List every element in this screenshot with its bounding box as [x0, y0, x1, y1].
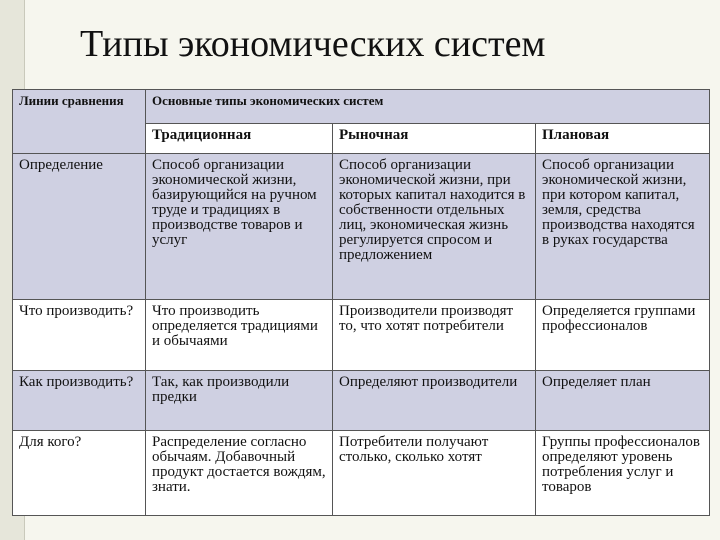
column-header-traditional	[146, 124, 333, 154]
table-cell	[536, 154, 710, 300]
row-label: Определение	[19, 157, 103, 173]
cell-text: Способ организации экономической жизни, при котором капитал, земля, средства производства находятся в руках государства	[542, 157, 695, 248]
cell-text: Так, как производили предки	[152, 374, 290, 405]
slide-title: Типы экономических систем	[80, 23, 546, 65]
cell-text: Определяется группами профессионалов	[542, 303, 696, 334]
cell-text: Определяет план	[542, 374, 651, 390]
column-header-label: Традиционная	[152, 127, 252, 143]
column-header-market	[333, 124, 536, 154]
cell-text: Определяют производители	[339, 374, 518, 390]
row-label-cell	[13, 300, 146, 371]
cell-text: Способ организации экономической жизни, при которых капитал находится в собственности отдельных лиц, экономическая жизнь регулируется спросом и предложением	[339, 157, 526, 263]
cell-text: Распределение согласно обычаям. Добавочный продукт достается вождям, знати.	[152, 434, 326, 495]
row-label: Как производить?	[19, 374, 134, 390]
cell-text: Что производить определяется традициями и обычаями	[152, 303, 318, 349]
row-label-cell	[13, 371, 146, 431]
column-header-label: Плановая	[542, 127, 610, 143]
cell-text: Способ организации экономической жизни, базирующийся на ручном труде и традициях в производстве товаров и услуг	[152, 157, 317, 248]
table-cell	[333, 371, 536, 431]
row-label: Для кого?	[19, 434, 82, 450]
corner-header-cell	[13, 90, 146, 154]
table-cell	[333, 300, 536, 371]
table-cell	[536, 431, 710, 516]
table-row	[13, 300, 710, 371]
table-cell	[536, 371, 710, 431]
table-cell	[333, 154, 536, 300]
cell-text: Группы профессионалов определяют уровень потребления услуг и товаров	[542, 434, 700, 495]
cell-text: Потребители получают столько, сколько хотят	[339, 434, 489, 465]
column-header-label: Рыночная	[339, 127, 409, 143]
table-cell	[146, 300, 333, 371]
group-header-cell	[146, 90, 710, 124]
table-cell	[333, 431, 536, 516]
corner-header: Линии сравнения	[19, 93, 124, 108]
table-cell	[146, 154, 333, 300]
table-row	[13, 154, 710, 300]
group-header: Основные типы экономических систем	[152, 93, 384, 108]
row-label-cell	[13, 431, 146, 516]
table-row	[13, 431, 710, 516]
row-label-cell	[13, 154, 146, 300]
comparison-table	[12, 89, 710, 516]
table-cell	[146, 431, 333, 516]
row-label: Что производить?	[19, 303, 134, 319]
table-cell	[536, 300, 710, 371]
table-row	[13, 371, 710, 431]
column-header-planned	[536, 124, 710, 154]
cell-text: Производители производят то, что хотят потребители	[339, 303, 514, 334]
table-cell	[146, 371, 333, 431]
